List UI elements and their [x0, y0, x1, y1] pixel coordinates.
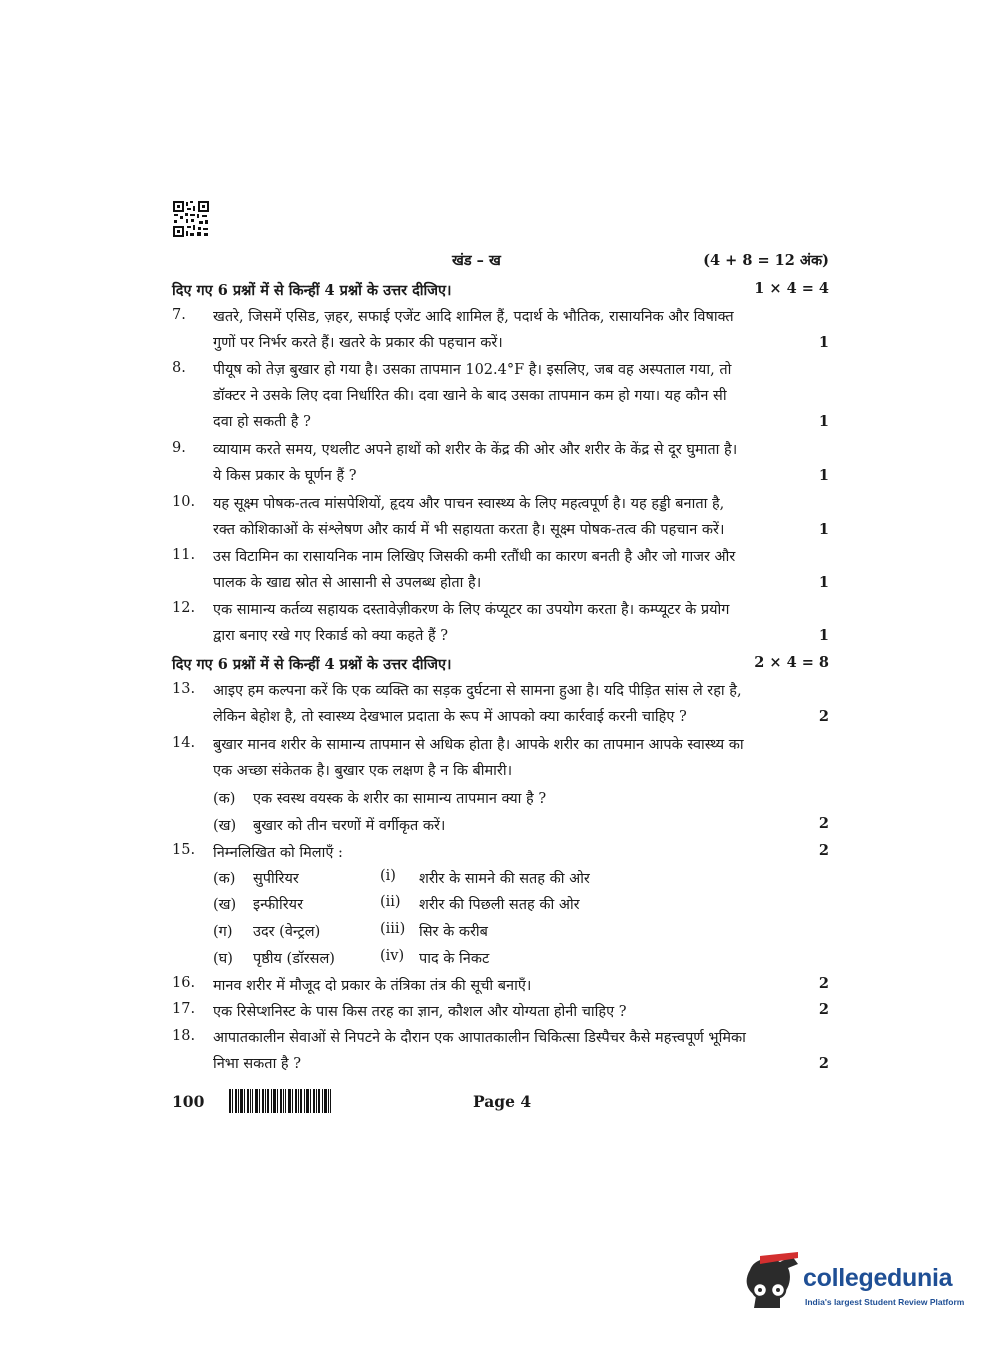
subpart-text: एक स्वस्थ वयस्क के शरीर का सामान्य तापमान क्या है ?	[253, 791, 547, 807]
question-marks: 2	[818, 842, 829, 859]
question-17	[172, 1001, 829, 1021]
question-text	[213, 304, 793, 356]
question-7	[172, 307, 829, 359]
question-text	[213, 1025, 793, 1077]
question-marks: 2	[818, 1055, 829, 1072]
question-number: 18.	[172, 1028, 196, 1044]
question-text	[213, 678, 793, 730]
logo-tagline: India's largest Student Review Platform	[805, 1297, 965, 1307]
question-line: ये किस प्रकार के घूर्णन हैं ?	[213, 468, 357, 484]
match-right-item: पाद के निकट	[419, 951, 490, 967]
question-text: मानव शरीर में मौजूद दो प्रकार के तंत्रिका तंत्र की सूची बनाएँ।	[213, 978, 532, 994]
question-number: 8.	[172, 360, 186, 376]
question-number: 15.	[172, 842, 196, 858]
question-line: बुखार मानव शरीर के सामान्य तापमान से अधिक होता है। आपके शरीर का तापमान आपके स्वास्थ्य का	[213, 737, 744, 753]
question-18	[172, 1028, 829, 1080]
question-line: रक्त कोशिकाओं के संश्लेषण और कार्य में भी सहायता करता है। सूक्ष्म पोषक-तत्व की पहचान करें।	[213, 522, 725, 538]
question-number: 10.	[172, 494, 196, 510]
question-text	[213, 437, 793, 489]
question-12	[172, 600, 829, 652]
question-line: दवा हो सकती है ?	[213, 414, 311, 430]
question-15	[172, 842, 829, 862]
question-line: यह सूक्ष्म पोषक-तत्व मांसपेशियों, हृदय और पाचन स्वास्थ्य के लिए महत्वपूर्ण है। यह हड्डी बनाता है,	[213, 496, 725, 512]
question-line: एक अच्छा संकेतक है। बुखार एक लक्षण है न कि बीमारी।	[213, 763, 513, 779]
group-1-instruction-text: दिए गए 6 प्रश्नों में से किन्हीं 4 प्रश्नों के उत्तर दीजिए।	[172, 282, 452, 299]
section-title: खंड – ख	[452, 252, 501, 269]
question-11	[172, 547, 829, 599]
question-marks: 2	[818, 1001, 829, 1018]
section-marks: (4 + 8 = 12 अंक)	[703, 252, 829, 269]
match-right-label: (iv)	[380, 948, 405, 964]
question-text	[213, 544, 793, 596]
match-left-label: (ग)	[213, 924, 233, 940]
question-marks: 2	[818, 975, 829, 992]
question-line: व्यायाम करते समय, एथलीट अपने हाथों को शरीर के केंद्र की ओर और शरीर के केंद्र से दूर घुमाता है।	[213, 442, 738, 458]
question-number: 16.	[172, 975, 196, 991]
question-text: एक रिसेप्शनिस्ट के पास किस तरह का ज्ञान, कौशल और योग्यता होनी चाहिए ?	[213, 1004, 627, 1020]
question-line: खतरे, जिसमें एसिड, ज़हर, सफाई एजेंट आदि शामिल हैं, पदार्थ के भौतिक, रासायनिक और विषाक्त	[213, 309, 734, 325]
group-2-instruction	[172, 654, 829, 674]
match-right-item: शरीर की पिछली सतह की ओर	[419, 897, 580, 913]
match-left-item: सुपीरियर	[253, 871, 299, 887]
question-marks: 1	[818, 627, 829, 644]
group-2-marks: 2 × 4 = 8	[754, 654, 829, 671]
match-right-item: शरीर के सामने की सतह की ओर	[419, 871, 590, 887]
match-right-label: (i)	[380, 868, 396, 884]
question-marks: 1	[818, 574, 829, 591]
group-1-instruction	[172, 280, 829, 300]
question-text	[213, 597, 793, 649]
qr-code-icon	[172, 200, 210, 238]
match-right-label: (iii)	[380, 921, 406, 937]
question-line: गुणों पर निर्भर करते हैं। खतरे के प्रकार की पहचान करें।	[213, 335, 503, 351]
subpart-label: (ख)	[213, 818, 237, 834]
question-number: 9.	[172, 440, 186, 456]
question-16	[172, 975, 829, 995]
question-text	[213, 732, 793, 784]
question-text	[213, 357, 793, 435]
subpart-text: बुखार को तीन चरणों में वर्गीकृत करें।	[253, 818, 446, 834]
question-line: डॉक्टर ने उसके लिए दवा निर्धारित की। दवा खाने के बाद उसका तापमान कम हो गया। यह कौन सी	[213, 388, 727, 404]
group-2-instruction-text: दिए गए 6 प्रश्नों में से किन्हीं 4 प्रश्नों के उत्तर दीजिए।	[172, 656, 452, 673]
question-number: 7.	[172, 307, 186, 323]
logo-wordmark: collegedunia	[803, 1264, 953, 1292]
match-left-item: पृष्ठीय (डॉरसल)	[253, 951, 335, 967]
question-marks: 2	[818, 708, 829, 725]
paper-code: 100	[172, 1092, 205, 1111]
question-number: 11.	[172, 547, 196, 563]
match-right-item: सिर के करीब	[419, 924, 488, 940]
page-number: Page 4	[473, 1092, 532, 1111]
match-left-item: उदर (वेन्ट्रल)	[253, 924, 321, 940]
question-line: आपातकालीन सेवाओं से निपटने के दौरान एक आपातकालीन चिकित्सा डिस्पैचर कैसे महत्त्वपूर्ण भूमिका	[213, 1030, 746, 1046]
question-10	[172, 494, 829, 546]
question-9	[172, 440, 829, 492]
match-left-label: (क)	[213, 871, 236, 887]
question-number: 13.	[172, 681, 196, 697]
question-line: आइए हम कल्पना करें कि एक व्यक्ति का सड़क दुर्घटना से सामना हुआ है। यदि पीड़ित सांस ले रहा है,	[213, 683, 742, 699]
question-number: 17.	[172, 1001, 196, 1017]
group-1-marks: 1 × 4 = 4	[754, 280, 829, 297]
question-line: एक सामान्य कर्तव्य सहायक दस्तावेज़ीकरण के लिए कंप्यूटर का उपयोग करता है। कम्प्यूटर के प्रयोग	[213, 602, 730, 618]
question-line: पालक के खाद्य स्रोत से आसानी से उपलब्ध होता है।	[213, 575, 482, 591]
barcode-icon	[229, 1089, 331, 1113]
question-number: 12.	[172, 600, 196, 616]
question-marks: 1	[818, 334, 829, 351]
subpart-label: (क)	[213, 791, 236, 807]
question-text	[213, 491, 793, 543]
question-marks: 1	[818, 413, 829, 430]
question-marks: 1	[818, 467, 829, 484]
question-line: निभा सकता है ?	[213, 1056, 302, 1072]
question-marks: 1	[818, 521, 829, 538]
question-line: द्वारा बनाए रखे गए रिकार्ड को क्या कहते हैं ?	[213, 628, 449, 644]
match-left-label: (घ)	[213, 951, 233, 967]
question-line: उस विटामिन का रासायनिक नाम लिखिए जिसकी कमी रतौंधी का कारण बनती है और जो गाजर और	[213, 549, 736, 565]
question-text: निम्नलिखित को मिलाएँ :	[213, 845, 343, 861]
question-8	[172, 360, 829, 438]
match-right-label: (ii)	[380, 894, 401, 910]
match-left-label: (ख)	[213, 897, 237, 913]
question-line: पीयूष को तेज़ बुखार हो गया है। उसका तापमान 102.4°F है। इसलिए, जब वह अस्पताल गया, तो	[213, 362, 732, 378]
question-13	[172, 681, 829, 733]
section-header	[172, 250, 829, 270]
match-left-item: इन्फीरियर	[253, 897, 303, 913]
question-marks: 2	[818, 815, 829, 832]
question-line: लेकिन बेहोश है, तो स्वास्थ्य देखभाल प्रदाता के रूप में आपको क्या कार्रवाई करनी चाहिए ?	[213, 709, 687, 725]
question-number: 14.	[172, 735, 196, 751]
